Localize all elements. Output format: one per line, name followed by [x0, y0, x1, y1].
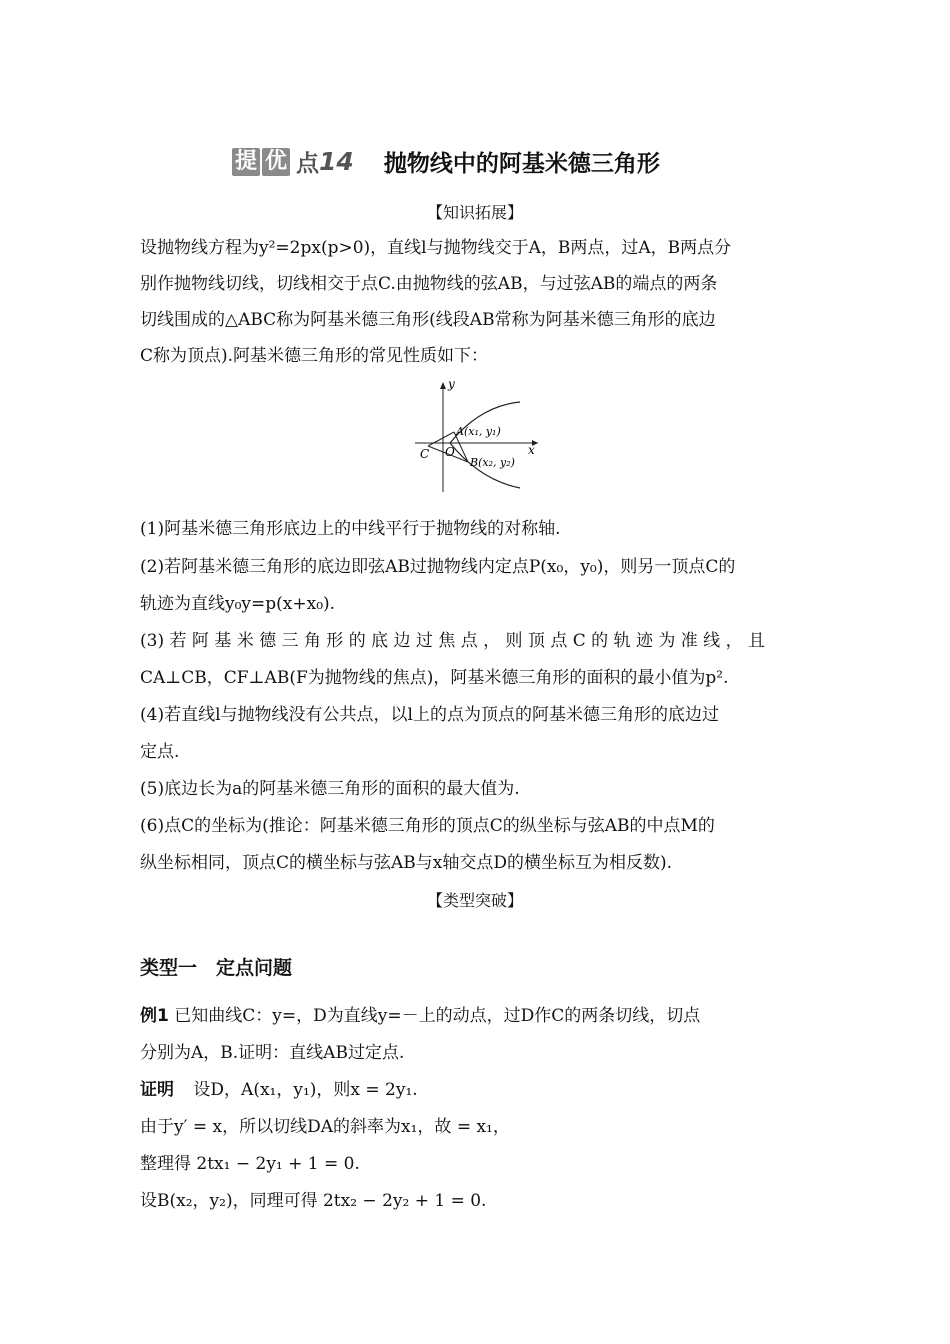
- proof-label: 证明: [140, 1080, 174, 1100]
- parabola-figure: [410, 378, 550, 496]
- intro-line-3: 切线围成的△ABC称为阿基米德三角形(线段AB常称为阿基米德三角形的底边: [140, 310, 716, 330]
- tag-number: 14: [319, 147, 354, 176]
- example-label: 例1: [140, 1006, 169, 1026]
- label-y: y: [448, 378, 455, 391]
- label-x: x: [528, 443, 535, 457]
- proof-line-3: 整理得 2tx₁ − 2y₁ + 1 = 0.: [140, 1154, 360, 1174]
- label-o: O: [445, 445, 455, 459]
- intro-line-2: 别作抛物线切线，切线相交于点C.由抛物线的弦AB，与过弦AB的端点的两条: [140, 274, 718, 294]
- example-1-line-2: 分别为A，B.证明：直线AB过定点.: [140, 1043, 405, 1063]
- label-b: B(x₂, y₂): [470, 456, 515, 469]
- property-6-line-2: 纵坐标相同，顶点C的横坐标与弦AB与x轴交点D的横坐标互为相反数).: [140, 853, 673, 873]
- property-3-line-1: (3) 若 阿 基 米 德 三 角 形 的 底 边 过 焦 点 ， 则 顶 点 C 的 轨 迹 为 准 线 ， 且: [140, 631, 765, 651]
- property-1: (1)阿基米德三角形底边上的中线平行于抛物线的对称轴.: [140, 519, 561, 539]
- property-3-line-2: CA⊥CB，CF⊥AB(F为抛物线的焦点)，阿基米德三角形的面积的最小值为p².: [140, 668, 729, 688]
- property-2-line-2: 轨迹为直线y₀y=p(x+x₀).: [140, 594, 336, 614]
- title-row: [232, 145, 660, 178]
- example-1-line-1: [140, 1001, 810, 1031]
- section-heading-knowledge: 【知识拓展】: [426, 203, 523, 222]
- section-heading-types: 【类型突破】: [426, 891, 523, 910]
- topic-tag: [232, 145, 354, 178]
- property-2-line-1: (2)若阿基米德三角形的底边即弦AB过抛物线内定点P(x₀，y₀)，则另一顶点C的: [140, 557, 736, 577]
- y-axis-arrow: [440, 382, 446, 389]
- type-1-heading: 类型一 定点问题: [140, 957, 293, 979]
- property-4-line-1: (4)若直线l与抛物线没有公共点，以l上的点为顶点的阿基米德三角形的底边过: [140, 705, 719, 725]
- example-text-1: 已知曲线C：y=，D为直线y=－上的动点，过D作C的两条切线，切点: [174, 1006, 701, 1026]
- page-title: 抛物线中的阿基米德三角形: [383, 151, 660, 177]
- label-a: A(x₁, y₁): [456, 425, 501, 438]
- tag-box-2: 优: [262, 148, 290, 176]
- property-5: (5)底边长为a的阿基米德三角形的面积的最大值为.: [140, 779, 520, 799]
- tag-box-1: 提: [232, 148, 260, 176]
- proof-line-1: [140, 1075, 810, 1105]
- proof-text-1: 设D，A(x₁，y₁)，则x = 2y₁.: [193, 1080, 418, 1100]
- intro-line-4: C称为顶点).阿基米德三角形的常见性质如下：: [140, 346, 489, 366]
- intro-line-1: 设抛物线方程为y²=2px(p>0)，直线l与抛物线交于A，B两点，过A，B两点分: [140, 238, 732, 258]
- proof-line-4: 设B(x₂，y₂)，同理可得 2tx₂ − 2y₂ + 1 = 0.: [140, 1191, 487, 1211]
- tag-point: 点: [296, 151, 320, 177]
- label-c: C: [420, 447, 430, 461]
- property-6-line-1: (6)点C的坐标为(推论：阿基米德三角形的顶点C的纵坐标与弦AB的中点M的: [140, 816, 715, 836]
- property-4-line-2: 定点.: [140, 742, 180, 762]
- proof-line-2: 由于y′ = x，所以切线DA的斜率为x₁，故 = x₁，: [140, 1117, 510, 1137]
